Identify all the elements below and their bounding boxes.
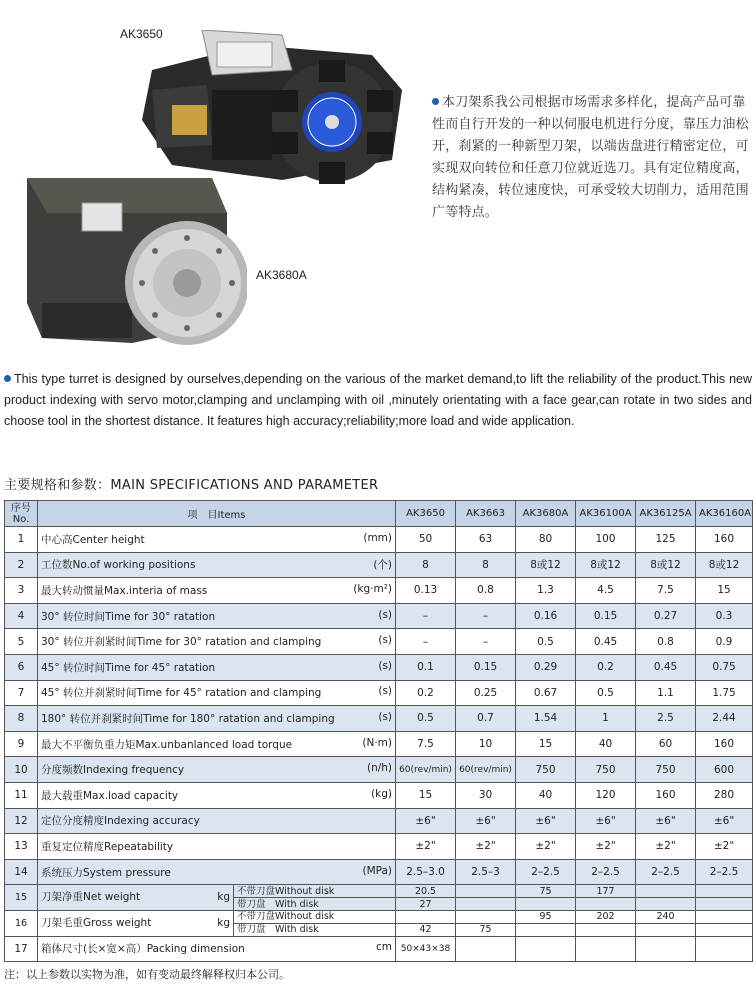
row-item (38, 603, 396, 629)
table-row (5, 782, 753, 808)
row-item (38, 527, 396, 553)
table-row (5, 603, 753, 629)
value-cell: – (396, 629, 456, 655)
value-cell: 0.2 (576, 654, 636, 680)
value-cell (696, 885, 753, 898)
value-cell (456, 898, 516, 911)
value-cell: 7.5 (396, 731, 456, 757)
table-row (5, 654, 753, 680)
row-item (38, 654, 396, 680)
value-cell: 0.13 (396, 578, 456, 604)
header-items: 项 目Items (38, 501, 396, 527)
value-cell: 8 (456, 552, 516, 578)
value-cell: 40 (516, 782, 576, 808)
turret-ak3650-photo (132, 30, 432, 195)
value-cell: 0.25 (456, 680, 516, 706)
value-cell: – (456, 603, 516, 629)
item-unit: (s) (378, 685, 393, 698)
value-cell: 2.5 (636, 706, 696, 732)
item-unit: kg (217, 916, 230, 929)
value-cell: 0.45 (636, 654, 696, 680)
row-number: 12 (5, 808, 38, 834)
value-cell: 0.45 (576, 629, 636, 655)
value-cell: 600 (696, 757, 753, 783)
product-label-ak3650: AK3650 (120, 27, 163, 41)
value-cell: 0.1 (396, 654, 456, 680)
value-cell (396, 910, 456, 923)
item-unit: (s) (378, 710, 393, 723)
value-cell: ±6" (696, 808, 753, 834)
item-name: 30° 转位并刹紧时间Time for 30° ratation and clamping (41, 636, 322, 649)
row-item (38, 808, 396, 834)
value-cell: 750 (516, 757, 576, 783)
row-number: 4 (5, 603, 38, 629)
value-cell: 50×43×38 (396, 936, 456, 962)
item-unit: kg (217, 891, 230, 904)
row-item (38, 834, 396, 860)
product-label-ak3680a: AK3680A (256, 268, 307, 282)
item-name: 最大不平衡负重力矩Max.unbanlanced load torque (41, 738, 293, 751)
value-cell: 1.3 (516, 578, 576, 604)
row-item (38, 936, 396, 962)
row-number: 16 (5, 910, 38, 936)
table-row (5, 527, 753, 553)
header-model: AK36100A (576, 501, 636, 527)
value-cell: 0.2 (396, 680, 456, 706)
value-cell: 0.5 (396, 706, 456, 732)
item-unit: (kg·m²) (353, 582, 393, 595)
section-title: 主要规格和参数：MAIN SPECIFICATIONS AND PARAMETER (4, 478, 379, 493)
value-cell: 80 (516, 527, 576, 553)
header-model: AK3680A (516, 501, 576, 527)
value-cell: 1.75 (696, 680, 753, 706)
row-number: 6 (5, 654, 38, 680)
value-cell: 160 (636, 782, 696, 808)
table-subrow (5, 910, 753, 923)
item-name: 刀架净重Net weight (41, 891, 141, 904)
value-cell: 30 (456, 782, 516, 808)
item-unit: (个) (373, 559, 393, 572)
value-cell (696, 910, 753, 923)
row-number: 9 (5, 731, 38, 757)
item-name: 定位分度精度Indexing accuracy (41, 815, 200, 828)
table-header-row (5, 501, 753, 527)
value-cell: 4.5 (576, 578, 636, 604)
row-item (38, 706, 396, 732)
row-item (38, 552, 396, 578)
value-cell: ±2" (516, 834, 576, 860)
value-cell: ±6" (636, 808, 696, 834)
value-cell: 177 (576, 885, 636, 898)
value-cell: – (396, 603, 456, 629)
table-row (5, 808, 753, 834)
table-row (5, 680, 753, 706)
row-number: 13 (5, 834, 38, 860)
value-cell: ±2" (636, 834, 696, 860)
value-cell: 20.5 (396, 885, 456, 898)
value-cell: ±2" (396, 834, 456, 860)
value-cell (516, 898, 576, 911)
item-name: 45° 转位时间Time for 45° ratation (41, 661, 216, 674)
value-cell: 0.15 (576, 603, 636, 629)
table-row (5, 834, 753, 860)
value-cell: 8或12 (576, 552, 636, 578)
bullet-icon (432, 98, 439, 105)
table-row (5, 731, 753, 757)
item-name: 重复定位精度Repeatability (41, 840, 174, 853)
intro-english-text: This type turret is designed by ourselves,depending on the various of the market demand,to lift the reliability of the product.This new product indexing with servo motor,clamping and unclamping with oil ,minutely orientating with a face gear,can rotate in two sides and choose tool in the shortest distance. It features high accuracy;reliability;more load and wide application. (4, 372, 752, 428)
item-unit: (s) (378, 634, 393, 647)
header-model: AK3663 (456, 501, 516, 527)
value-cell: 750 (636, 757, 696, 783)
row-number: 15 (5, 885, 38, 911)
value-cell: 120 (576, 782, 636, 808)
value-cell (696, 936, 753, 962)
item-unit: (kg) (371, 787, 393, 800)
value-cell: 1.1 (636, 680, 696, 706)
row-number: 10 (5, 757, 38, 783)
value-cell (636, 936, 696, 962)
value-cell: 1.54 (516, 706, 576, 732)
row-item (38, 578, 396, 604)
item-unit: (s) (378, 659, 393, 672)
footnote: 注：以上参数以实物为准，如有变动最终解释权归本公司。 (4, 968, 290, 981)
item-unit: cm (376, 941, 393, 954)
table-row (5, 936, 753, 962)
row-item (38, 629, 396, 655)
header-no (5, 501, 38, 527)
value-cell: 15 (396, 782, 456, 808)
disk-option-label: 带刀盘 With disk (234, 923, 396, 936)
row-item (38, 731, 396, 757)
value-cell: 2.5–3.0 (396, 859, 456, 885)
value-cell (636, 923, 696, 936)
row-item (38, 859, 396, 885)
value-cell: 75 (456, 923, 516, 936)
value-cell: 0.5 (576, 680, 636, 706)
value-cell: 160 (696, 527, 753, 553)
item-name: 30° 转位时间Time for 30° ratation (41, 610, 216, 623)
header-model: AK36160A (696, 501, 753, 527)
disk-option-label: 不带刀盘Without disk (234, 885, 396, 898)
value-cell: 8或12 (516, 552, 576, 578)
value-cell: 202 (576, 910, 636, 923)
value-cell: 750 (576, 757, 636, 783)
table-row (5, 552, 753, 578)
value-cell: ±6" (396, 808, 456, 834)
value-cell: 0.5 (516, 629, 576, 655)
item-unit: (s) (378, 608, 393, 621)
intro-english (4, 369, 752, 432)
value-cell (516, 923, 576, 936)
turret-ak3680a-photo (22, 173, 247, 348)
value-cell: 0.16 (516, 603, 576, 629)
value-cell: 60 (636, 731, 696, 757)
item-unit: (mm) (363, 531, 393, 544)
value-cell: 0.67 (516, 680, 576, 706)
value-cell: 280 (696, 782, 753, 808)
value-cell: ±2" (456, 834, 516, 860)
intro-chinese-text: 本刀架系我公司根据市场需求多样化，提高产品可靠性而自行开发的一种以伺服电机进行分度，靠压力油松开，刹紧的一种新型刀架，以端齿盘进行精密定位，可实现双向转位和任意刀位就近选刀。具有定位精度高，结构紧凑，转位速度快，可承受较大切削力，适用范围广等特点。 (432, 95, 749, 220)
table-row (5, 629, 753, 655)
value-cell: 8 (396, 552, 456, 578)
value-cell: 2–2.5 (696, 859, 753, 885)
value-cell: 1 (576, 706, 636, 732)
table-subrow (5, 885, 753, 898)
value-cell: ±2" (696, 834, 753, 860)
value-cell: 2.44 (696, 706, 753, 732)
value-cell: 2–2.5 (576, 859, 636, 885)
disk-option-label: 带刀盘 With disk (234, 898, 396, 911)
header-model: AK36125A (636, 501, 696, 527)
value-cell (456, 910, 516, 923)
table-row (5, 757, 753, 783)
value-cell (456, 936, 516, 962)
value-cell: 100 (576, 527, 636, 553)
value-cell (576, 898, 636, 911)
item-name: 最大载重Max.load capacity (41, 789, 179, 802)
value-cell: 75 (516, 885, 576, 898)
intro-chinese (432, 92, 752, 224)
value-cell: 63 (456, 527, 516, 553)
value-cell: 0.27 (636, 603, 696, 629)
value-cell: 10 (456, 731, 516, 757)
value-cell: 125 (636, 527, 696, 553)
disk-option-label: 不带刀盘Without disk (234, 910, 396, 923)
table-row (5, 706, 753, 732)
row-number: 8 (5, 706, 38, 732)
item-name: 系统压力System pressure (41, 866, 171, 879)
item-name: 箱体尺寸(长×宽×高）Packing dimension (41, 943, 245, 956)
value-cell: 0.8 (636, 629, 696, 655)
item-name: 中心高Center height (41, 533, 145, 546)
row-number: 17 (5, 936, 38, 962)
item-name: 刀架毛重Gross weight (41, 916, 152, 929)
row-item (38, 757, 396, 783)
value-cell (636, 885, 696, 898)
value-cell: 50 (396, 527, 456, 553)
value-cell: ±6" (576, 808, 636, 834)
value-cell: 2.5–3 (456, 859, 516, 885)
item-name: 工位数No.of working positions (41, 559, 196, 572)
value-cell: 7.5 (636, 578, 696, 604)
value-cell: 40 (576, 731, 636, 757)
row-number: 14 (5, 859, 38, 885)
value-cell: 0.7 (456, 706, 516, 732)
value-cell: 42 (396, 923, 456, 936)
table-row (5, 859, 753, 885)
value-cell: 240 (636, 910, 696, 923)
bullet-icon (4, 375, 11, 382)
value-cell: 60(rev/min) (456, 757, 516, 783)
value-cell: 2–2.5 (636, 859, 696, 885)
row-number: 1 (5, 527, 38, 553)
row-item (38, 782, 396, 808)
row-number: 2 (5, 552, 38, 578)
value-cell: 0.29 (516, 654, 576, 680)
table-row (5, 578, 753, 604)
value-cell: 27 (396, 898, 456, 911)
value-cell: 0.15 (456, 654, 516, 680)
row-number: 11 (5, 782, 38, 808)
value-cell: 160 (696, 731, 753, 757)
value-cell (576, 923, 636, 936)
value-cell: 8或12 (696, 552, 753, 578)
value-cell: 60(rev/min) (396, 757, 456, 783)
value-cell: ±6" (456, 808, 516, 834)
value-cell: 0.3 (696, 603, 753, 629)
value-cell: 2–2.5 (516, 859, 576, 885)
value-cell (696, 923, 753, 936)
value-cell: ±2" (576, 834, 636, 860)
row-number: 5 (5, 629, 38, 655)
value-cell: 0.8 (456, 578, 516, 604)
value-cell (456, 885, 516, 898)
value-cell (576, 936, 636, 962)
spec-table (4, 500, 753, 962)
item-unit: (n/h) (366, 762, 393, 775)
value-cell: 0.9 (696, 629, 753, 655)
item-name: 45° 转位并刹紧时间Time for 45° ratation and clamping (41, 687, 322, 700)
item-name: 180° 转位并刹紧时间Time for 180° ratation and clamping (41, 712, 335, 725)
value-cell: 0.75 (696, 654, 753, 680)
row-item (38, 885, 234, 911)
item-name: 最大转动惯量Max.interia of mass (41, 584, 208, 597)
item-unit: (MPa) (362, 864, 393, 877)
row-item (38, 910, 234, 936)
value-cell: 15 (516, 731, 576, 757)
value-cell (516, 936, 576, 962)
value-cell: ±6" (516, 808, 576, 834)
item-unit: (N·m) (362, 736, 393, 749)
row-number: 7 (5, 680, 38, 706)
row-item (38, 680, 396, 706)
value-cell: 95 (516, 910, 576, 923)
value-cell (636, 898, 696, 911)
row-number: 3 (5, 578, 38, 604)
value-cell: – (456, 629, 516, 655)
header-model: AK3650 (396, 501, 456, 527)
value-cell (696, 898, 753, 911)
value-cell: 15 (696, 578, 753, 604)
item-name: 分度频数Indexing frequency (41, 764, 185, 777)
header-no-cn: 序号 (11, 502, 31, 514)
header-no-en: No. (12, 513, 30, 525)
value-cell: 8或12 (636, 552, 696, 578)
